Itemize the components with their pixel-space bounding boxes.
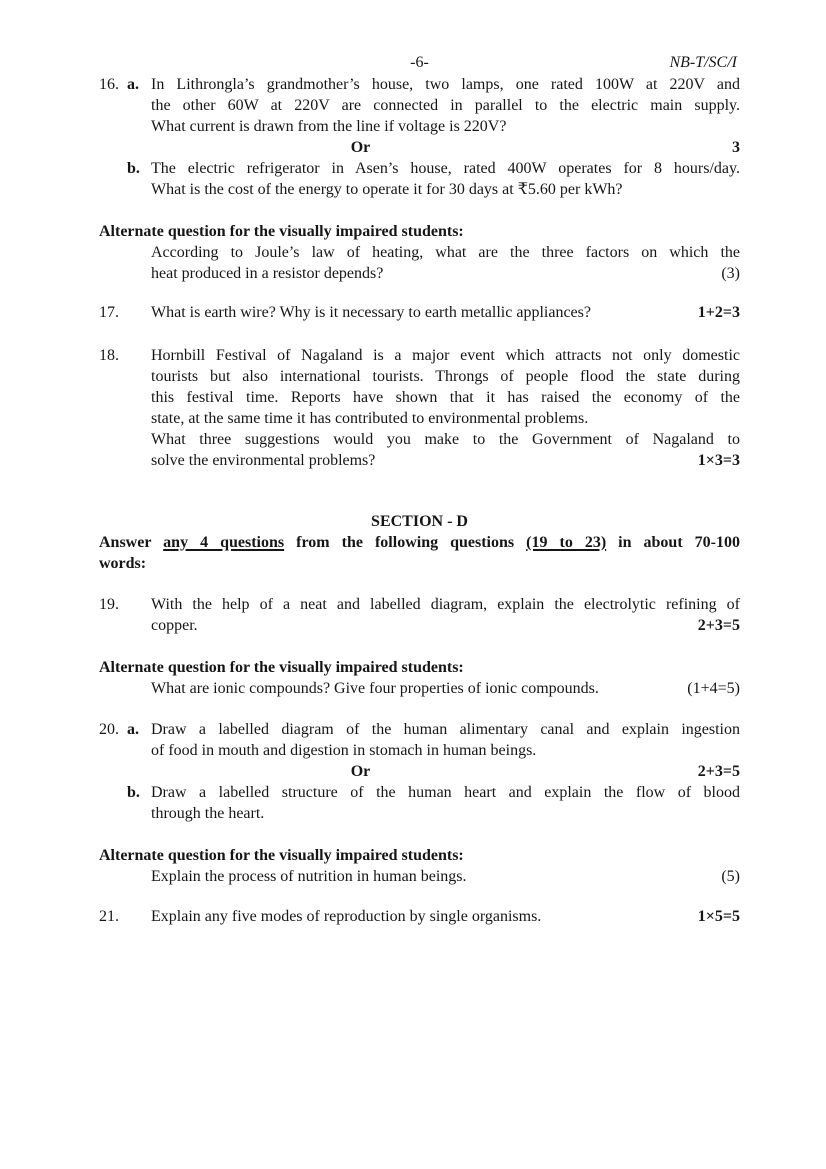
question-18-line-2: tourists but also international tourists. Throngs of people flood the state during <box>151 368 740 385</box>
question-19-marks: 2+3=5 <box>697 617 740 634</box>
question-18-line-4: state, at the same time it has contributed to environmental problems. <box>151 410 589 427</box>
alternate-question-2-heading: Alternate question for the visually impaired students: <box>99 659 464 676</box>
page-header <box>99 52 740 73</box>
question-20b-label: b. <box>127 784 140 801</box>
alternate-question-2-text: What are ionic compounds? Give four properties of ionic compounds. <box>151 680 599 697</box>
alternate-question-3-text: Explain the process of nutrition in human beings. <box>151 868 467 885</box>
question-19-text: copper. <box>151 617 198 634</box>
question-20a-line-2: of food in mouth and digestion in stomach in human beings. <box>151 742 537 759</box>
question-21-marks: 1×5=5 <box>697 908 740 925</box>
question-17-line <box>151 302 740 323</box>
alternate-question-1-marks: (3) <box>721 265 740 282</box>
question-21-number: 21. <box>99 908 119 925</box>
question-16a-label: a. <box>127 76 139 93</box>
question-16-or-row <box>151 137 740 158</box>
question-21 <box>99 906 740 927</box>
alternate-question-3-body <box>151 866 740 887</box>
question-17-marks: 1+2=3 <box>697 304 740 321</box>
alternate-question-2-body <box>151 678 740 699</box>
question-16b-line-2: What is the cost of the energy to operate it for 30 days at ₹5.60 per kWh? <box>151 181 623 198</box>
question-18-line-1: Hornbill Festival of Nagaland is a major event which attracts not only domestic <box>151 347 740 364</box>
question-20 <box>99 719 740 824</box>
alternate-question-1-last-line <box>151 263 740 284</box>
question-18-line-3: this festival time. Reports have shown that it has raised the economy of the <box>151 389 740 406</box>
instruction-segment: Answer <box>99 534 164 551</box>
question-17-body <box>151 302 740 323</box>
question-16a-line-2: the other 60W at 220V are connected in parallel to the electric main supply. <box>151 97 740 114</box>
question-17-text: What is earth wire? Why is it necessary to earth metallic appliances? <box>151 304 591 321</box>
alternate-question-1-body <box>151 242 740 284</box>
question-16a-line-3: What current is drawn from the line if voltage is 220V? <box>151 118 507 135</box>
question-17-row <box>99 302 740 323</box>
question-16a-body <box>151 74 740 158</box>
question-18-number: 18. <box>99 347 119 364</box>
alternate-question-3-heading: Alternate question for the visually impaired students: <box>99 847 464 864</box>
question-18-line-5: What three suggestions would you make to the Government of Nagaland to <box>151 431 740 448</box>
question-18-last-line <box>151 450 740 471</box>
question-20a-row <box>99 719 740 782</box>
question-20-or-row <box>151 761 740 782</box>
document-code: NB-T/SC/I <box>669 54 737 71</box>
question-19-row <box>99 594 740 636</box>
alternate-question-3-last-line <box>151 866 740 887</box>
question-20-number: 20. <box>99 721 119 738</box>
question-21-body <box>151 906 740 927</box>
instruction-underlined-any-4-questions: any 4 questions <box>163 534 285 551</box>
alternate-question-1-text: heat produced in a resistor depends? <box>151 265 384 282</box>
question-21-row <box>99 906 740 927</box>
alternate-question-1-heading: Alternate question for the visually impaired students: <box>99 223 464 240</box>
alternate-question-2 <box>99 657 740 699</box>
alternate-question-2-last-line <box>151 678 740 699</box>
alternate-question-1 <box>99 221 740 284</box>
question-20b-line-2: through the heart. <box>151 805 265 822</box>
question-19-line-1: With the help of a neat and labelled diagram, explain the electrolytic refining of <box>151 596 740 613</box>
question-21-line <box>151 906 740 927</box>
section-d <box>99 511 740 574</box>
alternate-question-1-line-1: According to Joule’s law of heating, what are the three factors on which the <box>151 244 740 261</box>
alternate-question-2-marks: (1+4=5) <box>687 680 740 697</box>
question-20b-body <box>151 782 740 824</box>
instruction-underlined-19-to-23: (19 to 23) <box>526 534 607 551</box>
question-19-number: 19. <box>99 596 119 613</box>
question-20b-line-1: Draw a labelled structure of the human heart and explain the flow of blood <box>151 784 740 801</box>
question-20a-label: a. <box>127 721 139 738</box>
question-16b-row <box>99 158 740 200</box>
question-19 <box>99 594 740 636</box>
question-16a-line-1: In Lithrongla’s grandmother’s house, two lamps, one rated 100W at 220V and <box>151 76 740 93</box>
or-divider-label: Or <box>350 139 371 156</box>
question-19-last-line <box>151 615 740 636</box>
section-d-instructions-line-1 <box>99 532 740 553</box>
question-16-number: 16. <box>99 76 119 93</box>
question-18-text: solve the environmental problems? <box>151 452 376 469</box>
question-16a-row <box>99 74 740 158</box>
question-18-marks: 1×3=3 <box>697 452 740 469</box>
instruction-segment: from the following questions <box>284 534 527 551</box>
question-19-body <box>151 594 740 636</box>
question-16b-label: b. <box>127 160 140 177</box>
or-divider-label: Or <box>350 763 371 780</box>
instruction-segment: in about 70-100 <box>606 534 740 551</box>
question-18-row <box>99 345 740 471</box>
question-18-body <box>151 345 740 471</box>
question-16 <box>99 74 740 200</box>
question-16b-line-1: The electric refrigerator in Asen’s house, rated 400W operates for 8 hours/day. <box>151 160 740 177</box>
question-17 <box>99 302 740 323</box>
question-17-number: 17. <box>99 304 119 321</box>
question-20a-line-1: Draw a labelled diagram of the human alimentary canal and explain ingestion <box>151 721 740 738</box>
question-16b-body <box>151 158 740 200</box>
section-d-instructions-line-2: words: <box>99 555 147 572</box>
page-number: -6- <box>410 54 429 71</box>
section-d-title: SECTION - D <box>371 513 468 530</box>
alternate-question-3-marks: (5) <box>721 868 740 885</box>
question-20-marks: 2+3=5 <box>697 763 740 780</box>
alternate-question-3 <box>99 845 740 887</box>
question-16-marks: 3 <box>732 139 740 156</box>
question-21-text: Explain any five modes of reproduction by single organisms. <box>151 908 542 925</box>
question-20b-row <box>99 782 740 824</box>
question-18 <box>99 345 740 471</box>
question-20a-body <box>151 719 740 782</box>
